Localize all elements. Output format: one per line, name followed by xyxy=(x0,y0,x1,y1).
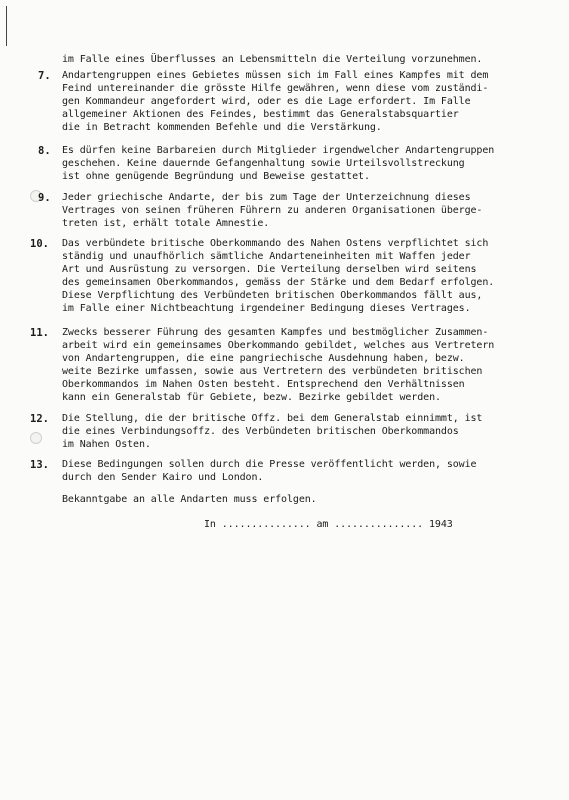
text-line: des gemeinsamen Oberkommandos, gemäss der Stärke und dem Bedarf erfolgen. xyxy=(62,277,495,288)
text-line: Jeder griechische Andarte, der bis zum Tage der Unterzeichnung dieses xyxy=(62,192,471,203)
signature-line: In ............... am ............... 1943 xyxy=(204,519,453,530)
item-number: 12. xyxy=(30,413,49,425)
item-number: 13. xyxy=(30,459,49,471)
text-line: die in Betracht kommenden Befehle und die Verstärkung. xyxy=(62,122,382,133)
text-line: Das verbündete britische Oberkommando des Nahen Ostens verpflichtet sich xyxy=(62,238,489,249)
text-line: Es dürfen keine Barbareien durch Mitglieder irgendwelcher Andartengruppen xyxy=(62,145,495,156)
text-line: im Falle einer Nichtbeachtung irgendeiner Bedingung dieses Vertrages. xyxy=(62,303,471,314)
item-number: 9. xyxy=(38,192,51,204)
text-line: im Falle eines Überflusses an Lebensmitteln die Verteilung vorzunehmen. xyxy=(62,54,483,65)
punch-hole xyxy=(30,432,42,444)
text-line: kann ein Generalstab für Gebiete, bezw. Bezirke gebildet werden. xyxy=(62,392,441,403)
text-line: ist ohne genügende Begründung und Beweise gestattet. xyxy=(62,171,370,182)
text-line: allgemeiner Aktionen des Feindes, bestimmt das Generalstabsquartier xyxy=(62,109,459,120)
text-line: die eines Verbindungsoffz. des Verbündeten britischen Oberkommandos xyxy=(62,426,459,437)
text-line: von Andartengruppen, die eine pangriechische Ausdehnung haben, bezw. xyxy=(62,353,465,364)
text-line: Die Stellung, die der britische Offz. bei dem Generalstab einnimmt, ist xyxy=(62,413,483,424)
text-line: geschehen. Keine dauernde Gefangenhaltung sowie Urteilsvollstreckung xyxy=(62,158,465,169)
text-line: Zwecks besserer Führung des gesamten Kampfes und bestmöglicher Zusammen- xyxy=(62,327,489,338)
text-line: Oberkommandos im Nahen Osten besteht. Entsprechend den Verhältnissen xyxy=(62,379,465,390)
text-line: treten ist, erhält totale Amnestie. xyxy=(62,218,270,229)
text-line: Vertrages von seinen früheren Führern zu anderen Organisationen überge- xyxy=(62,205,483,216)
text-line: gen Kommandeur angefordert wird, oder es die Lage erfordert. Im Falle xyxy=(62,96,471,107)
text-line: Andartengruppen eines Gebietes müssen sich im Fall eines Kampfes mit dem xyxy=(62,70,489,81)
text-line: Diese Bedingungen sollen durch die Presse veröffentlicht werden, sowie xyxy=(62,459,477,470)
item-number: 11. xyxy=(30,327,49,339)
closing-line: Bekanntgabe an alle Andarten muss erfolgen. xyxy=(62,494,317,505)
text-line: Diese Verpflichtung des Verbündeten britischen Oberkommandos fällt aus, xyxy=(62,290,483,301)
item-number: 7. xyxy=(38,70,51,82)
text-line: durch den Sender Kairo und London. xyxy=(62,472,264,483)
text-line: weite Bezirke umfassen, sowie aus Vertretern des verbündeten britischen xyxy=(62,366,483,377)
item-number: 8. xyxy=(38,145,51,157)
text-line: Art und Ausrüstung zu versorgen. Die Verteilung derselben wird seitens xyxy=(62,264,477,275)
item-number: 10. xyxy=(30,238,49,250)
text-line: ständig und unaufhörlich sämtliche Andarteneinheiten mit Waffen jeder xyxy=(62,251,471,262)
text-line: im Nahen Osten. xyxy=(62,439,151,450)
text-line: Feind untereinander die grösste Hilfe gewähren, wenn diese vom zuständi- xyxy=(62,83,489,94)
text-line: arbeit wird ein gemeinsames Oberkommando gebildet, welches aus Vertretern xyxy=(62,340,495,351)
page-edge-mark xyxy=(6,6,7,46)
